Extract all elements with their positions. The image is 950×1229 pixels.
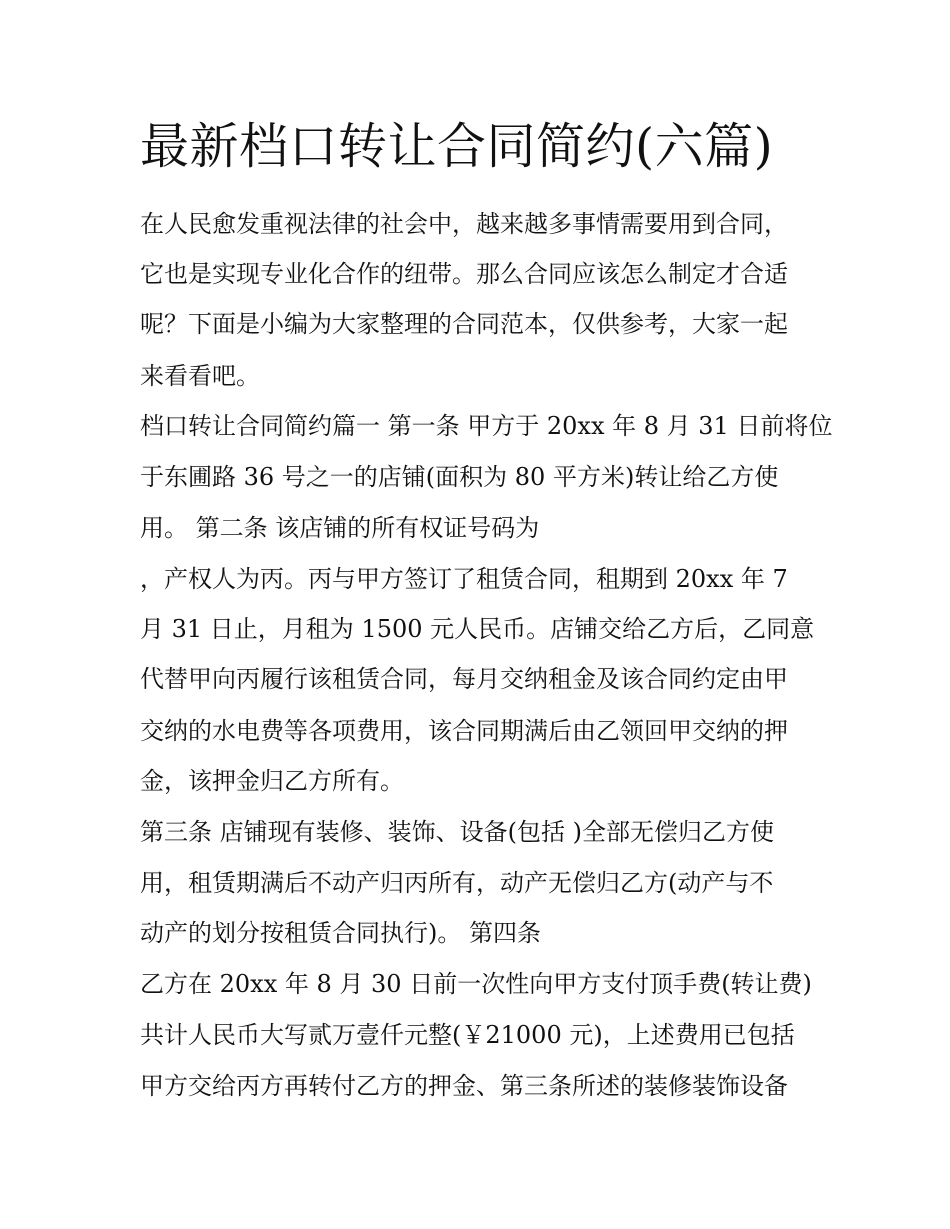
body-line-2: 它也是实现专业化合作的纽带。那么合同应该怎么制定才合适 <box>140 260 788 288</box>
body-line-13: 第三条 店铺现有装修、装饰、设备(包括 )全部无偿归乙方使 <box>140 818 774 846</box>
body-line-17: 共计人民币大写贰万壹仟元整(￥21000 元)，上述费用已包括 <box>140 1021 795 1049</box>
document-title: 最新档口转让合同简约(六篇) <box>140 118 774 175</box>
body-line-16: 乙方在 20xx 年 8 月 30 日前一次性向甲方支付顶手费(转让费) <box>140 970 812 998</box>
body-line-14: 用，租赁期满后不动产归丙所有，动产无偿归乙方(动产与不 <box>140 869 774 897</box>
body-line-3: 呢？下面是小编为大家整理的合同范本，仅供参考，大家一起 <box>140 310 788 338</box>
body-line-9: 月 31 日止，月租为 1500 元人民币。店铺交给乙方后，乙同意 <box>140 615 815 643</box>
body-line-7: 用。 第二条 该店铺的所有权证号码为 <box>140 514 540 542</box>
body-line-6: 于东圃路 36 号之一的店铺(面积为 80 平方米)转让给乙方使 <box>140 463 779 491</box>
body-line-4: 来看看吧。 <box>140 362 260 390</box>
body-line-18: 甲方交给丙方再转付乙方的押金、第三条所述的装修装饰设备 <box>140 1072 788 1100</box>
body-line-8: ，产权人为丙。丙与甲方签订了租赁合同，租期到 20xx 年 7 <box>140 565 788 593</box>
body-line-15: 动产的划分按租赁合同执行)。 第四条 <box>140 919 541 947</box>
body-line-11: 交纳的水电费等各项费用，该合同期满后由乙领回甲交纳的押 <box>140 717 788 745</box>
body-line-12: 金，该押金归乙方所有。 <box>140 767 404 795</box>
body-line-10: 代替甲向丙履行该租赁合同，每月交纳租金及该合同约定由甲 <box>140 665 788 693</box>
body-line-1: 在人民愈发重视法律的社会中，越来越多事情需要用到合同， <box>140 210 788 238</box>
body-line-5: 档口转让合同简约篇一 第一条 甲方于 20xx 年 8 月 31 日前将位 <box>140 412 833 440</box>
